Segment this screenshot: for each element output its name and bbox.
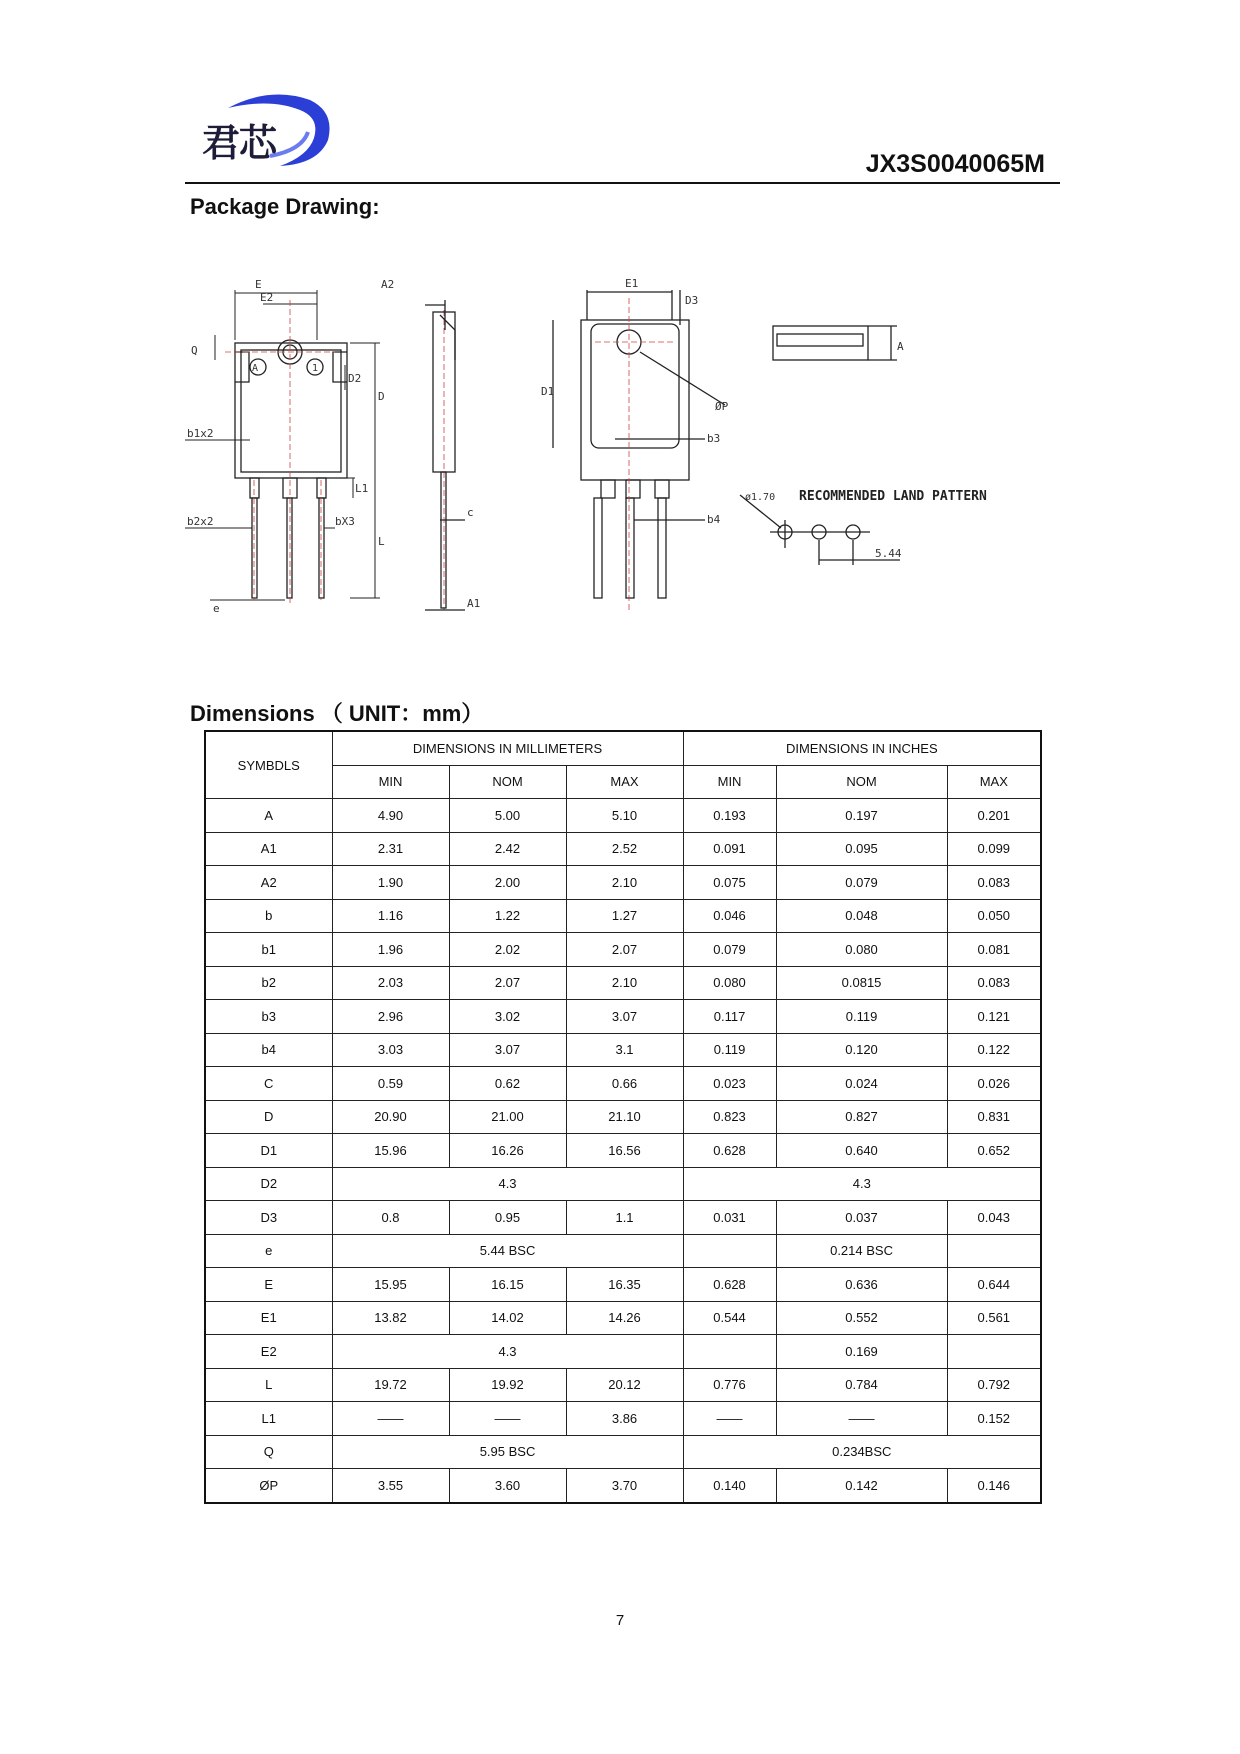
cell-in-min: 0.079 [683, 933, 776, 967]
cell-mm-nom: 2.07 [449, 966, 566, 1000]
cell-in-nom: 0.119 [776, 1000, 947, 1034]
cell-mm-min: —— [332, 1402, 449, 1436]
cell-mm-min: 1.96 [332, 933, 449, 967]
cell-in-min: 0.628 [683, 1268, 776, 1302]
cell-in-min: 0.119 [683, 1033, 776, 1067]
cell-mm-span: 5.44 BSC [332, 1234, 683, 1268]
cell-in-nom: 0.037 [776, 1201, 947, 1235]
cell-mm-nom: 2.00 [449, 866, 566, 900]
cell-in-max: 0.831 [947, 1100, 1041, 1134]
cell-in-max: 0.652 [947, 1134, 1041, 1168]
table-row [205, 1435, 1041, 1469]
in-max-header: MAX [947, 765, 1041, 799]
table-row [205, 832, 1041, 866]
cell-sym: b4 [205, 1033, 332, 1067]
label-c: c [467, 506, 474, 519]
cell-sym: A2 [205, 866, 332, 900]
land-pattern-title: RECOMMENDED LAND PATTERN [799, 489, 987, 504]
cell-mm-max: 0.66 [566, 1067, 683, 1101]
cell-mm-nom: 16.15 [449, 1268, 566, 1302]
package-drawing-title: Package Drawing: [190, 194, 380, 219]
label-circle-1: 1 [311, 363, 319, 374]
header-divider [185, 182, 1060, 184]
label-a: A [897, 340, 904, 353]
table-row [205, 866, 1041, 900]
cell-in-min: 0.823 [683, 1100, 776, 1134]
label-land-dia: ø1.70 [745, 492, 776, 503]
cell-mm-span: 4.3 [332, 1335, 683, 1369]
label-p: ØP [715, 400, 729, 413]
cell-mm-nom: 16.26 [449, 1134, 566, 1168]
cell-sym: D [205, 1100, 332, 1134]
cell-sym: e [205, 1234, 332, 1268]
cell-in-min [683, 1335, 776, 1369]
cell-mm-max: 1.1 [566, 1201, 683, 1235]
table-row [205, 1234, 1041, 1268]
cell-mm-min: 3.55 [332, 1469, 449, 1503]
dimensions-table [204, 730, 1042, 1504]
table-row [205, 1301, 1041, 1335]
cell-in-nom: 0.142 [776, 1469, 947, 1503]
table-row [205, 1201, 1041, 1235]
cell-in-nom: —— [776, 1402, 947, 1436]
cell-mm-max: 16.56 [566, 1134, 683, 1168]
cell-sym: Q [205, 1435, 332, 1469]
cell-in-min: 0.628 [683, 1134, 776, 1168]
cell-in-nom: 0.048 [776, 899, 947, 933]
label-circle-a: A [251, 363, 259, 374]
label-e-pitch: e [213, 602, 220, 615]
cell-in-max: 0.043 [947, 1201, 1041, 1235]
cell-sym: b1 [205, 933, 332, 967]
cell-in-span: 0.234BSC [683, 1435, 1041, 1469]
cell-in-max: 0.201 [947, 799, 1041, 833]
cell-mm-min: 2.03 [332, 966, 449, 1000]
cell-in-max: 0.099 [947, 832, 1041, 866]
cell-in-nom: 0.0815 [776, 966, 947, 1000]
cell-sym: E [205, 1268, 332, 1302]
dimensions-title: Dimensions （ UNIT：mm） [190, 701, 484, 726]
table-row [205, 1335, 1041, 1369]
label-d: D [378, 390, 385, 403]
table-row [205, 899, 1041, 933]
cell-in-max: 0.122 [947, 1033, 1041, 1067]
cell-in-max: 0.146 [947, 1469, 1041, 1503]
cell-mm-nom: 2.02 [449, 933, 566, 967]
cell-in-nom: 0.024 [776, 1067, 947, 1101]
cell-mm-min: 15.96 [332, 1134, 449, 1168]
cell-mm-max: 5.10 [566, 799, 683, 833]
cell-in-nom: 0.197 [776, 799, 947, 833]
cell-mm-min: 1.90 [332, 866, 449, 900]
cell-mm-max: 2.10 [566, 866, 683, 900]
side-view [425, 300, 465, 610]
cell-mm-nom: 2.42 [449, 832, 566, 866]
package-drawing [185, 277, 1065, 650]
symbols-header: SYMBDLS [205, 731, 332, 799]
cell-sym: E1 [205, 1301, 332, 1335]
cell-in-min: 0.075 [683, 866, 776, 900]
cell-in-max: 0.792 [947, 1368, 1041, 1402]
cell-sym: b3 [205, 1000, 332, 1034]
cell-in-max: 0.121 [947, 1000, 1041, 1034]
cell-in-max: 0.152 [947, 1402, 1041, 1436]
cell-mm-nom: 1.22 [449, 899, 566, 933]
cell-mm-max: 3.07 [566, 1000, 683, 1034]
cell-in-min: 0.031 [683, 1201, 776, 1235]
label-l1: L1 [355, 482, 369, 495]
label-a1: A1 [467, 597, 481, 610]
label-land-pitch: 5.44 [875, 547, 902, 560]
cell-in-max: 0.561 [947, 1301, 1041, 1335]
cell-in-nom: 0.169 [776, 1335, 947, 1369]
table-row [205, 1469, 1041, 1503]
label-a2: A2 [381, 278, 395, 291]
cell-mm-max: 3.1 [566, 1033, 683, 1067]
in-nom-header: NOM [776, 765, 947, 799]
cell-sym: L1 [205, 1402, 332, 1436]
label-d2: D2 [348, 372, 362, 385]
cell-in-nom: 0.784 [776, 1368, 947, 1402]
table-row [205, 1268, 1041, 1302]
cell-in-min: 0.140 [683, 1469, 776, 1503]
cell-in-min [683, 1234, 776, 1268]
cell-mm-max: 2.07 [566, 933, 683, 967]
cell-sym: b2 [205, 966, 332, 1000]
table-row [205, 799, 1041, 833]
cell-in-min: 0.117 [683, 1000, 776, 1034]
cell-in-max: 0.081 [947, 933, 1041, 967]
cell-in-nom: 0.079 [776, 866, 947, 900]
table-row [205, 966, 1041, 1000]
cell-sym: D2 [205, 1167, 332, 1201]
cell-sym: C [205, 1067, 332, 1101]
cell-in-max [947, 1234, 1041, 1268]
cell-mm-nom: 19.92 [449, 1368, 566, 1402]
cell-mm-max: 2.52 [566, 832, 683, 866]
table-row [205, 1000, 1041, 1034]
cell-mm-nom: 3.02 [449, 1000, 566, 1034]
table-row [205, 1134, 1041, 1168]
cell-mm-max: 2.10 [566, 966, 683, 1000]
cell-in-min: 0.193 [683, 799, 776, 833]
cell-mm-max: 16.35 [566, 1268, 683, 1302]
label-e1: E1 [625, 277, 639, 290]
cell-mm-span: 4.3 [332, 1167, 683, 1201]
label-e2: E2 [260, 291, 274, 304]
mm-nom-header: NOM [449, 765, 566, 799]
cell-mm-min: 0.59 [332, 1067, 449, 1101]
cell-mm-min: 2.31 [332, 832, 449, 866]
cell-in-min: 0.023 [683, 1067, 776, 1101]
cell-sym: A1 [205, 832, 332, 866]
cell-mm-max: 1.27 [566, 899, 683, 933]
cell-sym: E2 [205, 1335, 332, 1369]
cell-sym: b [205, 899, 332, 933]
cell-mm-min: 15.95 [332, 1268, 449, 1302]
inch-header: DIMENSIONS IN INCHES [683, 731, 1041, 765]
table-row [205, 1067, 1041, 1101]
cell-in-nom: 0.552 [776, 1301, 947, 1335]
front-view [235, 340, 347, 598]
cell-sym: D3 [205, 1201, 332, 1235]
cell-mm-nom: 0.95 [449, 1201, 566, 1235]
cell-sym: D1 [205, 1134, 332, 1168]
cell-in-min: —— [683, 1402, 776, 1436]
cell-mm-min: 3.03 [332, 1033, 449, 1067]
cell-mm-nom: 5.00 [449, 799, 566, 833]
top-view [773, 326, 897, 360]
cell-in-min: 0.091 [683, 832, 776, 866]
cell-mm-min: 4.90 [332, 799, 449, 833]
table-header-row [205, 731, 1041, 765]
cell-mm-max: 20.12 [566, 1368, 683, 1402]
label-d1: D1 [541, 385, 555, 398]
cell-mm-nom: —— [449, 1402, 566, 1436]
cell-mm-min: 20.90 [332, 1100, 449, 1134]
cell-in-min: 0.544 [683, 1301, 776, 1335]
table-body [205, 799, 1041, 1503]
cell-in-max: 0.083 [947, 966, 1041, 1000]
table-row [205, 933, 1041, 967]
mm-min-header: MIN [332, 765, 449, 799]
cell-mm-min: 19.72 [332, 1368, 449, 1402]
cell-mm-nom: 0.62 [449, 1067, 566, 1101]
table-row [205, 1167, 1041, 1201]
part-number: JX3S0040065M [865, 150, 1045, 178]
cell-in-nom: 0.827 [776, 1100, 947, 1134]
cell-in-max [947, 1335, 1041, 1369]
cell-in-nom: 0.640 [776, 1134, 947, 1168]
table-row [205, 1402, 1041, 1436]
cell-mm-max: 14.26 [566, 1301, 683, 1335]
cell-in-max: 0.083 [947, 866, 1041, 900]
table-row [205, 1100, 1041, 1134]
company-logo [200, 90, 350, 170]
cell-sym: L [205, 1368, 332, 1402]
label-e: E [255, 278, 262, 291]
table-row [205, 1368, 1041, 1402]
cell-sym: A [205, 799, 332, 833]
cell-mm-nom: 21.00 [449, 1100, 566, 1134]
mm-header: DIMENSIONS IN MILLIMETERS [332, 731, 683, 765]
cell-mm-min: 2.96 [332, 1000, 449, 1034]
label-b2x2: b2x2 [187, 515, 214, 528]
cell-in-nom: 0.214 BSC [776, 1234, 947, 1268]
label-bx3: bX3 [335, 515, 355, 528]
label-l: L [378, 535, 385, 548]
cell-mm-max: 3.86 [566, 1402, 683, 1436]
logo-text: 君芯 [202, 121, 277, 165]
cell-mm-min: 0.8 [332, 1201, 449, 1235]
cell-in-nom: 0.080 [776, 933, 947, 967]
cell-mm-max: 21.10 [566, 1100, 683, 1134]
cell-in-max: 0.050 [947, 899, 1041, 933]
cell-in-span: 4.3 [683, 1167, 1041, 1201]
cell-in-max: 0.026 [947, 1067, 1041, 1101]
label-d3: D3 [685, 294, 699, 307]
cell-mm-min: 1.16 [332, 899, 449, 933]
cell-in-min: 0.046 [683, 899, 776, 933]
cell-in-min: 0.080 [683, 966, 776, 1000]
cell-mm-max: 3.70 [566, 1469, 683, 1503]
mm-max-header: MAX [566, 765, 683, 799]
cell-mm-nom: 14.02 [449, 1301, 566, 1335]
label-b4: b4 [707, 513, 721, 526]
label-b1x2: b1x2 [187, 427, 214, 440]
cell-mm-span: 5.95 BSC [332, 1435, 683, 1469]
cell-in-max: 0.644 [947, 1268, 1041, 1302]
cell-in-nom: 0.120 [776, 1033, 947, 1067]
table-row [205, 1033, 1041, 1067]
cell-mm-min: 13.82 [332, 1301, 449, 1335]
in-min-header: MIN [683, 765, 776, 799]
cell-in-nom: 0.636 [776, 1268, 947, 1302]
cell-in-min: 0.776 [683, 1368, 776, 1402]
cell-in-nom: 0.095 [776, 832, 947, 866]
page-number: 7 [615, 1612, 625, 1629]
back-view [553, 290, 725, 598]
cell-mm-nom: 3.07 [449, 1033, 566, 1067]
label-b3: b3 [707, 432, 721, 445]
cell-sym: ØP [205, 1469, 332, 1503]
cell-mm-nom: 3.60 [449, 1469, 566, 1503]
label-q: Q [191, 344, 198, 357]
